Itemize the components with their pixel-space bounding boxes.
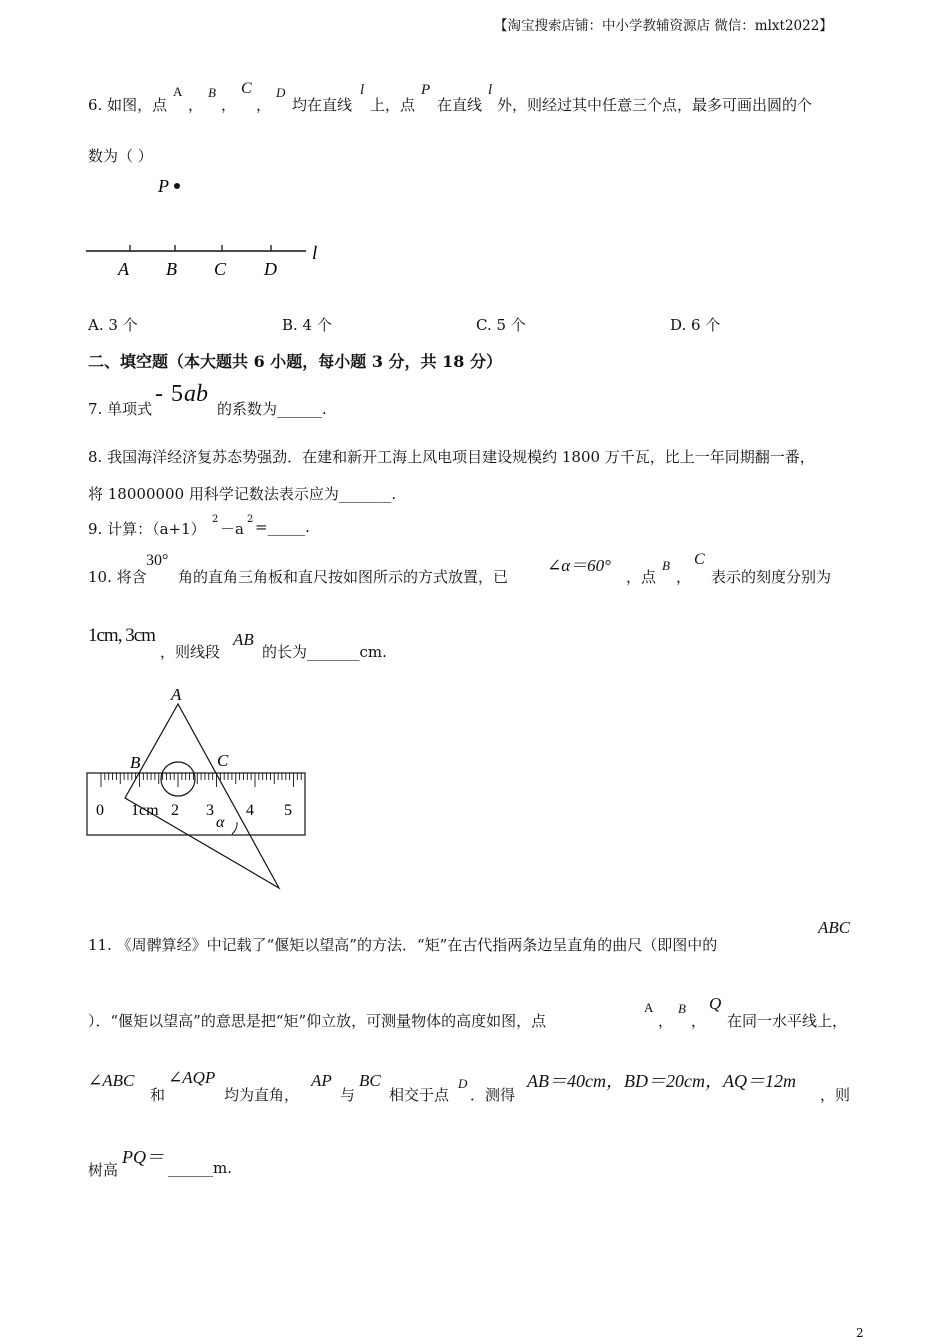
q10-text-3: 表示的刻度分别为 [711, 568, 832, 586]
q6-fig-label-a: A [118, 259, 129, 279]
q11-text-measure: ．测得 [470, 1086, 516, 1104]
q11-pq: PQ＝ [122, 1147, 164, 1167]
q11-text-then: ，则 [820, 1086, 851, 1104]
q10-text-4: ，则线段 [160, 643, 221, 661]
q6-fig-label-b: B [166, 259, 177, 279]
q6-point-a: A [173, 84, 183, 99]
q6-stem-start: 6. 如图，点 [88, 96, 168, 114]
q10-angle-30: 30° [146, 552, 169, 569]
q11-ap: AP [311, 1071, 332, 1090]
q6-fig-label-l: l [312, 243, 318, 264]
ruler-label-1cm: 1cm [131, 802, 159, 819]
angle-alpha-arc [232, 822, 237, 834]
q10-figure [82, 684, 314, 892]
q11-angle-aqp: ∠AQP [168, 1068, 216, 1087]
q6-point-d: D [276, 85, 286, 100]
q9-mid: －a [220, 520, 244, 538]
q10-comma: ， [676, 568, 692, 586]
q10-point-c: C [694, 551, 705, 568]
q11-line1: 11. 《周髀算经》中记载了“偃矩以望高”的方法．“矩”在古代指两条边呈直角的曲尺（即图中的 [88, 936, 718, 954]
ruler-label-5: 5 [284, 802, 292, 819]
ruler-label-4: 4 [246, 802, 254, 819]
q11-angle-abc: ∠ABC [88, 1071, 135, 1090]
q6-point-p: P [421, 82, 431, 98]
header-shop-note: 【淘宝搜索店铺：中小学教辅资源店 微信：mlxt2022】 [494, 18, 833, 34]
q11-point-d: D [458, 1076, 468, 1091]
q6-line-l: l [488, 82, 493, 98]
q6-option-a: A. 3 个 [88, 316, 138, 334]
q9-sup: 2 [212, 514, 219, 525]
q9-sup: 2 [247, 514, 254, 525]
q6-option-c: C. 5 个 [476, 316, 526, 334]
q11-text-end: ______m. [168, 1159, 232, 1177]
q10-point-b: B [662, 558, 670, 573]
q10-values: 1cm, 3cm [88, 625, 155, 646]
q11-text-meet: 相交于点 [389, 1086, 450, 1104]
fig-label-a: A [171, 685, 182, 704]
q11-comma: ， [691, 1012, 707, 1030]
q11-line2b: 在同一水平线上， [727, 1012, 848, 1030]
q10-text-2: ，点 [626, 568, 657, 586]
q6-text-rest: 外，则经过其中任意三个点，最多可画出圆的个 [497, 96, 813, 114]
q6-text-in-line: 在直线 [437, 96, 483, 114]
q6-comma: ， [221, 96, 237, 114]
q6-text-line2: 数为（ ） [88, 147, 153, 165]
q11-and: 和 [150, 1086, 166, 1104]
q11-comma: ， [658, 1012, 674, 1030]
q11-abc: ABC [818, 918, 851, 937]
ruler-label-0: 0 [96, 802, 104, 819]
q9-suffix: =_____. [255, 518, 310, 536]
q11-bc: BC [359, 1071, 381, 1090]
q7-expr-minus: - [155, 381, 163, 407]
q7-expr-coef: 5 [171, 381, 183, 407]
q6-text-on-line: 均在直线 [292, 96, 353, 114]
q7-expr-var: ab [184, 381, 208, 407]
fig-label-alpha: α [216, 814, 225, 831]
q11-point-b: B [678, 1001, 686, 1016]
q6-comma: ， [256, 96, 272, 114]
q11-point-a: A [644, 1000, 654, 1015]
q11-line2a: ）．“偃矩以望高”的意思是把“矩”仰立放，可测量物体的高度如图，点 [88, 1012, 547, 1030]
page-number: 2 [856, 1326, 864, 1340]
fig-label-b: B [130, 753, 141, 772]
q6-option-d: D. 6 个 [670, 316, 721, 334]
q6-text-point: 上，点 [370, 96, 416, 114]
q11-measures: AB＝40cm，BD＝20cm，AQ＝12m [527, 1071, 796, 1091]
q11-point-q: Q [709, 994, 722, 1013]
q7-prefix: 7. 单项式 [88, 400, 153, 418]
q8-line2: 将 18000000 用科学记数法表示应为_______. [88, 485, 397, 503]
q10-angle-alpha: ∠α＝60° [547, 556, 611, 575]
q6-comma: ， [188, 96, 204, 114]
q11-text-right: 均为直角， [224, 1086, 300, 1104]
q10-segment-ab: AB [233, 630, 254, 649]
q6-point-b: B [208, 85, 216, 100]
q8-line1: 8. 我国海洋经济复苏态势强劲．在建和新开工海上风电项目建设规模约 1800 万千瓦，比上一年同期翻一番， [88, 448, 815, 466]
q6-point-c: C [241, 80, 252, 97]
ruler-outline [87, 773, 305, 835]
triangle-set-square [125, 704, 279, 888]
q6-option-b: B. 4 个 [282, 316, 332, 334]
q11-with: 与 [340, 1086, 356, 1104]
q6-figure [84, 172, 334, 284]
q6-line-l: l [360, 82, 365, 98]
ruler-label-3: 3 [206, 802, 214, 819]
q6-fig-label-c: C [214, 259, 227, 279]
q10-stem-start: 10. 将含 [88, 568, 147, 586]
ruler-ticks [101, 773, 301, 787]
q9-prefix: 9. 计算：（a+1） [88, 520, 206, 538]
q11-text-tree: 树高 [88, 1161, 119, 1179]
q7-suffix: 的系数为______. [217, 400, 327, 418]
q6-fig-label-p: P [158, 176, 169, 196]
section-2-title: 二、填空题（本大题共 6 小题，每小题 3 分，共 18 分） [88, 352, 502, 371]
ruler-label-2: 2 [171, 802, 179, 819]
q6-fig-dot-p [174, 183, 180, 189]
q10-text-1: 角的直角三角板和直尺按如图所示的方式放置，已 [178, 568, 509, 586]
q6-fig-label-d: D [264, 259, 277, 279]
q10-text-5: 的长为_______cm. [262, 643, 387, 661]
fig-label-c: C [217, 751, 229, 770]
